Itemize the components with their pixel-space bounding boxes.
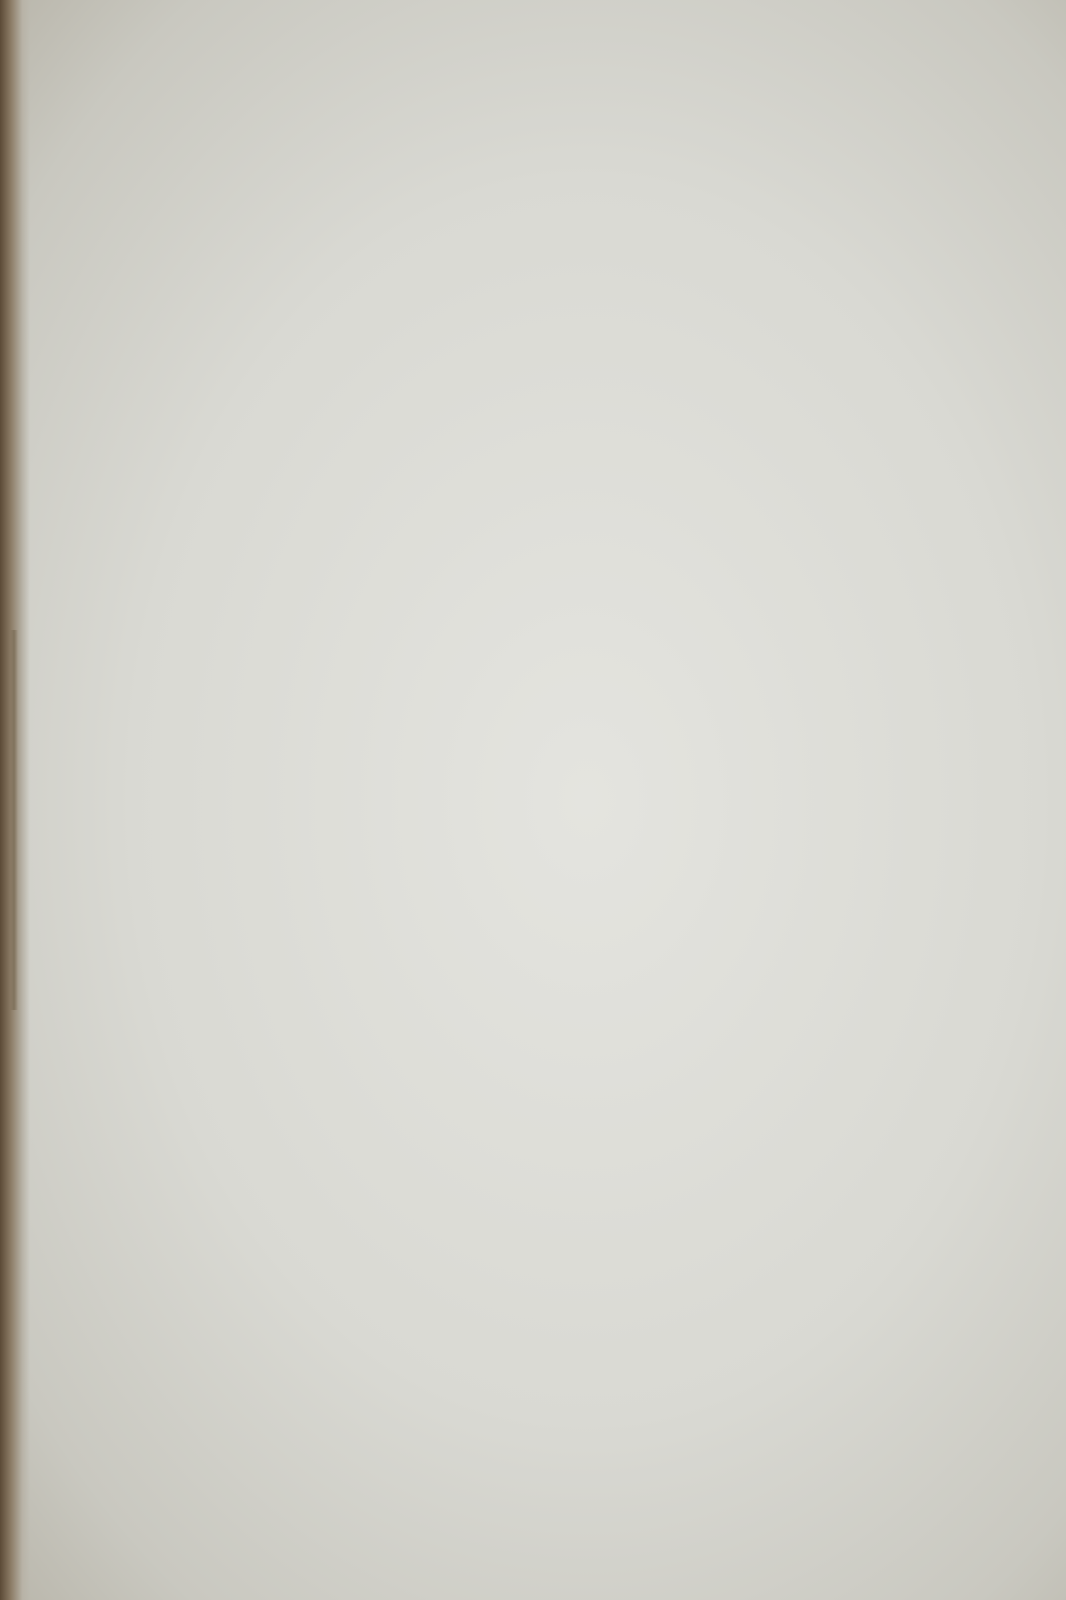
chapter-title: [181, 219, 897, 296]
text-block: [180, 123, 898, 434]
binding-wear: [10, 630, 18, 1010]
chapter-subtitle: [182, 319, 898, 396]
running-head: [180, 123, 896, 190]
